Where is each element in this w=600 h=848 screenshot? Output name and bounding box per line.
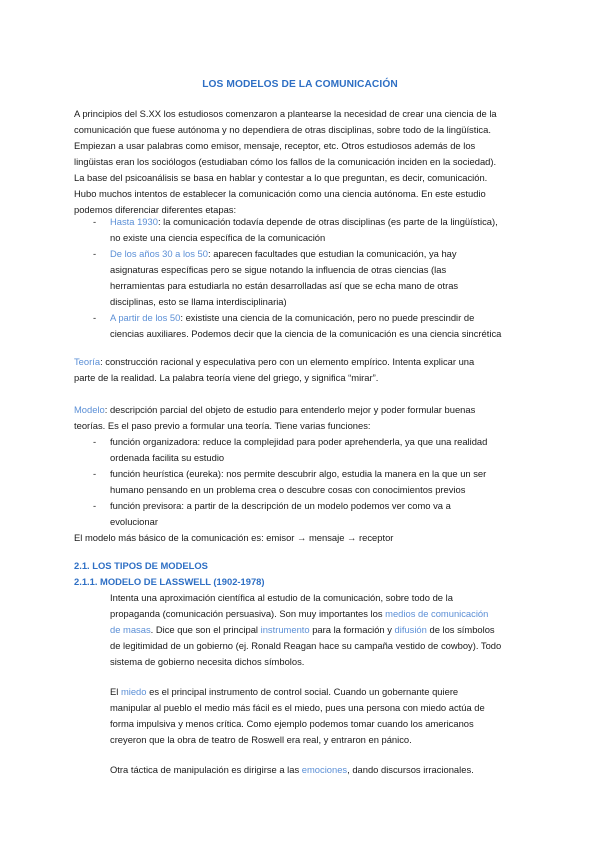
function-item: ordenada facilita su estudio	[110, 452, 225, 463]
lasswell-line	[110, 686, 458, 698]
lasswell-line	[110, 608, 488, 620]
function-item: humano pensando en un problema crea o descubre cosas con conocimientos previos	[110, 484, 466, 495]
stage-text: ciencias auxiliares. Podemos decir que la ciencia de la comunicación es una ciencia sincrética	[110, 328, 502, 339]
stage-text: asignaturas específicas pero se sigue notando la influencia de otras ciencias (las	[110, 264, 447, 275]
modelo-definition	[74, 404, 475, 416]
lasswell-text: de los símbolos	[426, 624, 495, 635]
highlight-term: medios de comunicación	[385, 608, 489, 619]
stage-label: Hasta 1930	[110, 216, 158, 227]
modelo-text: : descripción parcial del objeto de estudio para entenderlo mejor y poder formular buenas	[104, 404, 476, 415]
stage-text: : la comunicación todavía depende de otras disciplinas (es parte de la lingüística),	[157, 216, 498, 227]
bullet-dash: -	[93, 312, 97, 323]
intro-line: Empiezan a usar palabras como emisor, mensaje, receptor, etc. Otros estudiosos además de los	[74, 140, 476, 151]
lasswell-text: , dando discursos irracionales.	[347, 764, 474, 775]
stage-label: A partir de los 50	[110, 312, 181, 323]
stage-text: : exististe una ciencia de la comunicación, pero no puede prescindir de	[180, 312, 475, 323]
teoria-label: Teoría	[74, 356, 101, 367]
basic-model-line: El modelo más básico de la comunicación es: emisor → mensaje → receptor	[74, 532, 394, 543]
lasswell-text: creyeron que la obra de teatro de Roswell era real, y entraron en pánico.	[110, 734, 412, 745]
bullet-dash: -	[93, 436, 97, 447]
lasswell-text: manipular al pueblo el medio más fácil es el miedo, pues una persona con miedo actúa de	[110, 702, 485, 713]
intro-line: Hubo muchos intentos de establecer la comunicación como una ciencia autónoma. En este estudio	[74, 188, 486, 199]
lasswell-text: Otra táctica de manipulación es dirigirse a las	[110, 764, 302, 775]
stage-text: disciplinas, esto se llama interdisciplinaria)	[110, 296, 287, 307]
function-item: evolucionar	[110, 516, 158, 527]
lasswell-text: . Dice que son el principal	[150, 624, 261, 635]
lasswell-text: para la formación y	[309, 624, 395, 635]
modelo-text: teorías. Es el paso previo a formular una teoría. Tiene varias funciones:	[74, 420, 371, 431]
lasswell-text: El	[110, 686, 121, 697]
stage-text: : aparecen facultades que estudian la comunicación, ya hay	[207, 248, 457, 259]
intro-line: A principios del S.XX los estudiosos comenzaron a plantearse la necesidad de crear una ciencia de la	[74, 108, 497, 119]
intro-line: lingüistas eran los sociólogos (estudiaban cómo los fallos de la comunicación inciden en la sociedad).	[74, 156, 497, 167]
subsection-heading: 2.1.1. MODELO DE LASSWELL (1902-1978)	[74, 576, 265, 587]
page-title: LOS MODELOS DE LA COMUNICACIÓN	[202, 79, 398, 90]
highlight-term: instrumento	[260, 624, 310, 635]
teoria-text: : construcción racional y especulativa pero con un elemento empírico. Intenta explicar una	[100, 356, 475, 367]
teoria-text: parte de la realidad. La palabra teoría viene del griego, y significa “mirar”.	[74, 372, 379, 383]
lasswell-line	[110, 624, 495, 636]
lasswell-text: de legitimidad de un gobierno (ej. Ronald Reagan hace su campaña vestido de cowboy). Todo	[110, 640, 502, 651]
stage-item	[110, 248, 457, 260]
function-item: función previsora: a partir de la descripción de un modelo podemos ver como va a	[110, 500, 451, 511]
bullet-dash: -	[93, 500, 97, 511]
lasswell-line	[110, 764, 474, 776]
lasswell-text: propaganda (comunicación persuasiva). Son muy importantes los	[110, 608, 386, 619]
teoria-definition	[74, 356, 474, 368]
modelo-label: Modelo	[74, 404, 105, 415]
bullet-dash: -	[93, 216, 97, 227]
highlight-term: miedo	[120, 686, 147, 697]
highlight-term: difusión	[394, 624, 427, 635]
function-item: función heurística (eureka): nos permite descubrir algo, estudia la manera en la que un ser	[110, 468, 487, 479]
stage-item	[110, 312, 474, 324]
intro-line: podemos diferenciar diferentes etapas:	[74, 204, 237, 215]
lasswell-text: es el principal instrumento de control social. Cuando un gobernante quiere	[146, 686, 459, 697]
lasswell-text: Intenta una aproximación científica al estudio de la comunicación, sobre todo de la	[110, 592, 453, 603]
bullet-dash: -	[93, 248, 97, 259]
stage-text: herramientas para estudiarla no están desarrolladas así que se echa mano de otras	[110, 280, 459, 291]
intro-line: comunicación que fuese autónoma y no dependiera de otras disciplinas, sobre todo de la lingüística.	[74, 124, 491, 135]
stage-item	[110, 216, 498, 228]
lasswell-text: forma impulsiva y menos crítica. Como ejemplo podemos tomar cuando los americanos	[110, 718, 474, 729]
stage-label: De los años 30 a los 50	[110, 248, 208, 259]
section-heading: 2.1. LOS TIPOS DE MODELOS	[74, 560, 208, 571]
function-item: función organizadora: reduce la complejidad para poder aprehenderla, ya que una realidad	[110, 436, 488, 447]
bullet-dash: -	[93, 468, 97, 479]
highlight-term: emociones	[301, 764, 348, 775]
lasswell-text: sistema de gobierno necesita dichos símbolos.	[110, 656, 305, 667]
stage-text: no existe una ciencia específica de la comunicación	[110, 232, 326, 243]
intro-line: La base del psicoanálisis se basa en hablar y contestar a lo que preguntan, es decir, comunicación.	[74, 172, 488, 183]
highlight-term: de masas	[110, 624, 151, 635]
